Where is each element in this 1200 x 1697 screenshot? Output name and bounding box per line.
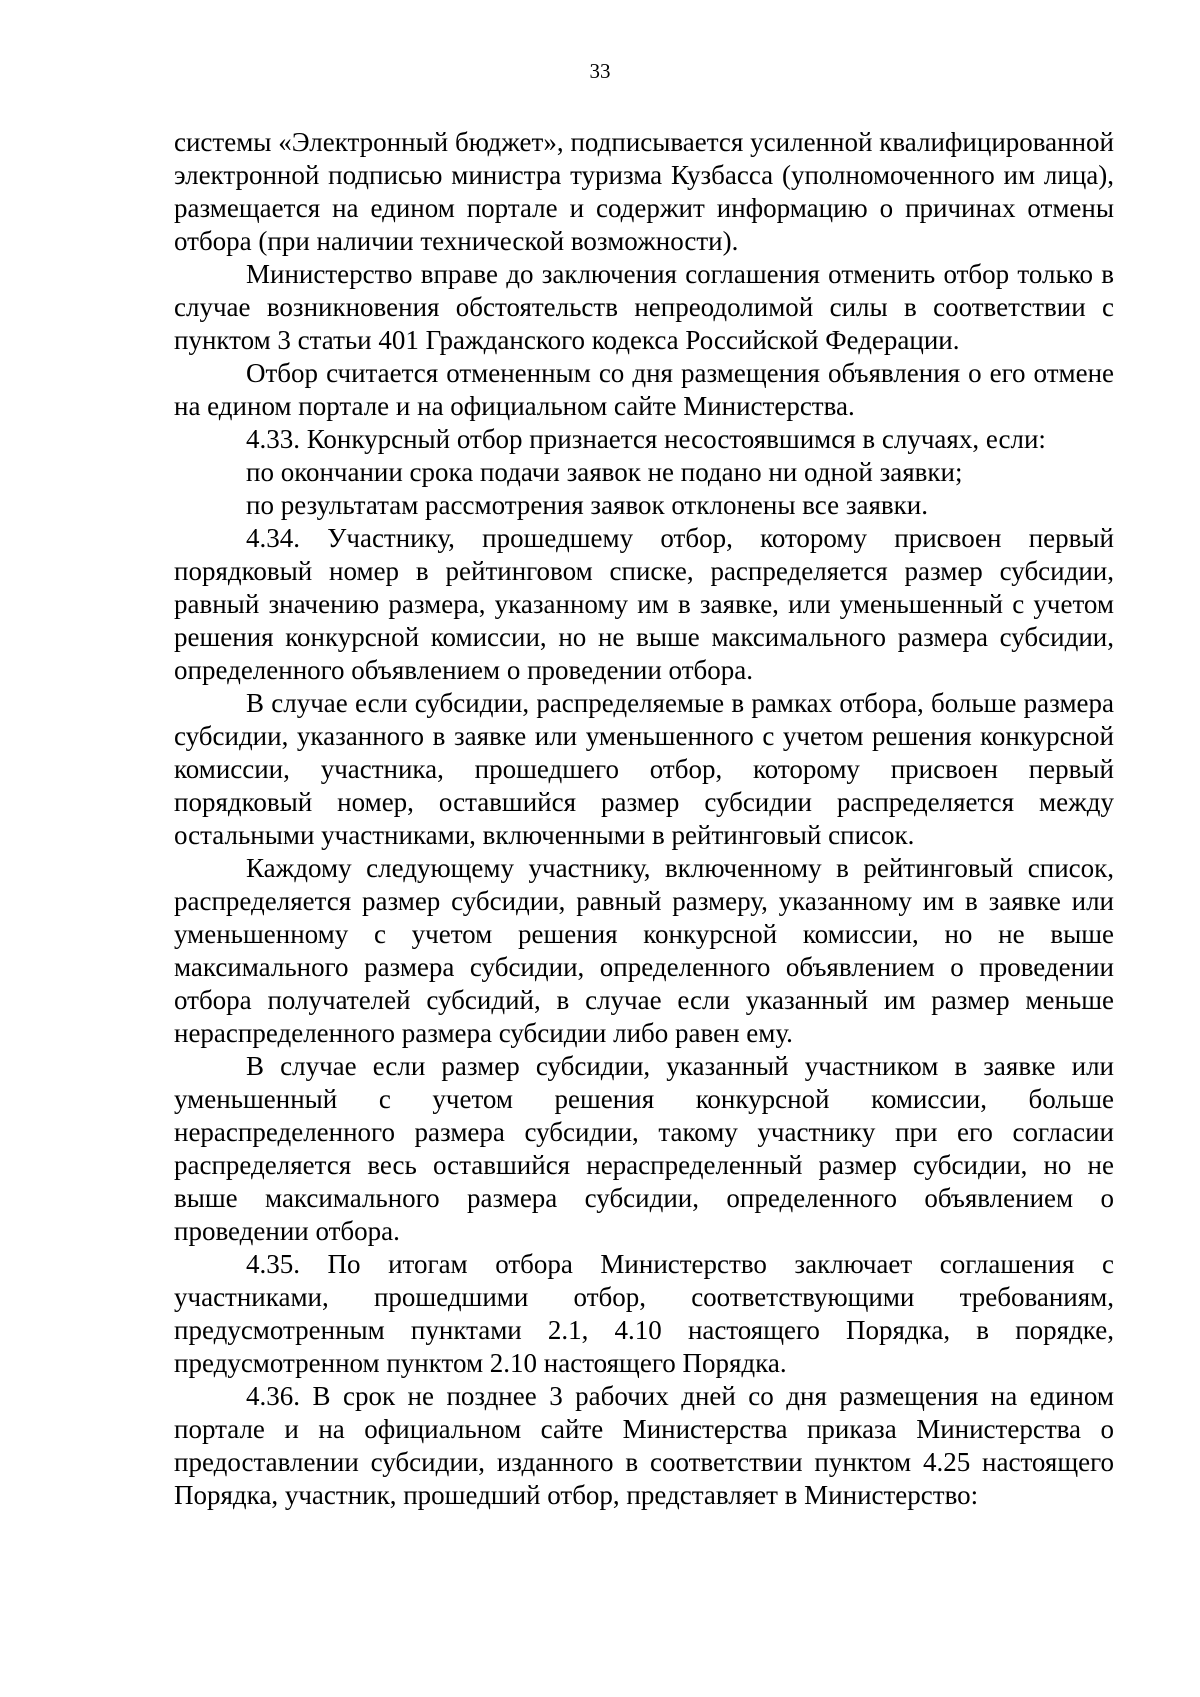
paragraph: В случае если размер субсидии, указанный участником в заявке или уменьшенный с учетом решения конкурсной комиссии, больше нераспределенного размера субсидии, такому участнику при его согласии распределяется весь оставшийся нераспределенный размер субсидии, но не выше максимального размера субсидии, определенного объявлением о проведении отбора.: [174, 1051, 1114, 1246]
paragraph: по окончании срока подачи заявок не подано ни одной заявки;: [246, 457, 963, 487]
paragraph: по результатам рассмотрения заявок отклонены все заявки.: [246, 490, 928, 520]
paragraph: 4.35. По итогам отбора Министерство заключает соглашения с участниками, прошедшими отбор, соответствующими требованиям, предусмотренным пунктами 2.1, 4.10 настоящего Порядка, в порядке, предусмотренном пунктом 2.10 настоящего Порядка.: [174, 1249, 1114, 1378]
page-number: 33: [589, 59, 611, 83]
document-body: [174, 126, 1114, 1512]
paragraph: Отбор считается отмененным со дня размещения объявления о его отмене на едином портале и на официальном сайте Министерства.: [174, 358, 1114, 421]
paragraph: 4.33. Конкурсный отбор признается несостоявшимся в случаях, если:: [246, 424, 1046, 454]
paragraph: Каждому следующему участнику, включенному в рейтинговый список, распределяется размер субсидии, равный размеру, указанному им в заявке или уменьшенному с учетом решения конкурсной комиссии, но не выше максимального размера субсидии, определенного объявлением о проведении отбора получателей субсидий, в случае если указанный им размер меньше нераспределенного размера субсидии либо равен ему.: [174, 853, 1114, 1048]
paragraph: В случае если субсидии, распределяемые в рамках отбора, больше размера субсидии, указанного в заявке или уменьшенного с учетом решения конкурсной комиссии, участника, прошедшего отбор, которому присвоен первый порядковый номер, оставшийся размер субсидии распределяется между остальными участниками, включенными в рейтинговый список.: [174, 688, 1114, 850]
paragraph: 4.34. Участнику, прошедшему отбор, которому присвоен первый порядковый номер в рейтинговом списке, распределяется размер субсидии, равный значению размера, указанному им в заявке, или уменьшенный с учетом решения конкурсной комиссии, но не выше максимального размера субсидии, определенного объявлением о проведении отбора.: [174, 523, 1114, 685]
paragraph: системы «Электронный бюджет», подписывается усиленной квалифицированной электронной подписью министра туризма Кузбасса (уполномоченного им лица), размещается на едином портале и содержит информацию о причинах отмены отбора (при наличии технической возможности).: [174, 127, 1114, 256]
paragraph: Министерство вправе до заключения соглашения отменить отбор только в случае возникновения обстоятельств непреодолимой силы в соответствии с пунктом 3 статьи 401 Гражданского кодекса Российской Федерации.: [174, 259, 1114, 355]
paragraph: 4.36. В срок не позднее 3 рабочих дней со дня размещения на едином портале и на официальном сайте Министерства приказа Министерства о предоставлении субсидии, изданного в соответствии пунктом 4.25 настоящего Порядка, участник, прошедший отбор, представляет в Министерство:: [174, 1381, 1114, 1510]
